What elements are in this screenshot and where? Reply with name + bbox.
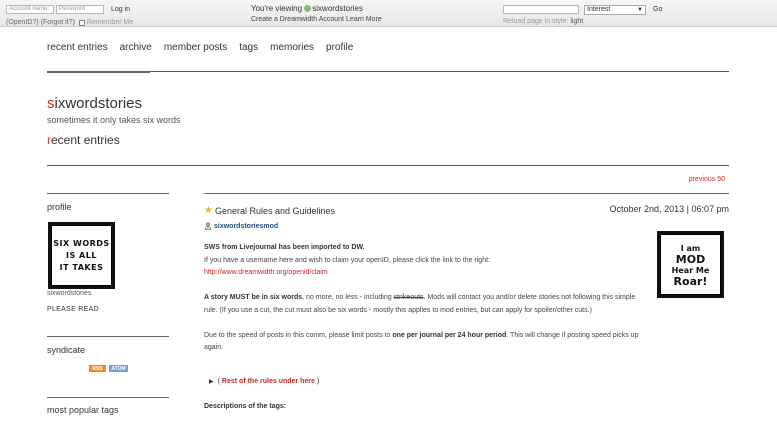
search-type-select[interactable] [584,5,646,15]
openid-link[interactable]: (OpenID?) [6,19,39,26]
star-icon: ★ [204,205,213,216]
rule-text: . Mods will contact you and/or delete stories not following this simple rule. (If you use a cut, the cut must also be six words - mostly this applies to mod entries, but can apply for spoiler/other cuts.) [204,294,636,314]
userpic-text-line: Roar! [673,274,708,288]
remember-me-checkbox[interactable] [79,20,85,26]
sidebar-divider [47,397,169,398]
viewing-user-link[interactable]: sixwordstories [312,4,363,13]
journal-nav [47,42,353,53]
go-button[interactable]: Go [653,6,663,13]
learn-more-link[interactable]: Learn More [345,16,382,23]
password-input[interactable]: Password [56,5,104,14]
cut-tag[interactable] [209,378,319,385]
profile-avatar[interactable] [48,222,115,289]
tag-descriptions-heading: Descriptions of the tags: [204,403,287,410]
community-icon [304,5,311,12]
avatar-text-line: IT TAKES [59,262,104,272]
claim-text: If you have a username here and wish to claim your openID, please click the link to the right: [204,256,490,264]
user-icon [204,222,212,230]
avatar-text-line: IS ALL [66,250,97,260]
site-subtitle: sometimes it only takes six words [47,115,181,125]
cut-paren: ( [217,378,220,385]
expand-triangle-icon[interactable]: ▶ [209,379,214,385]
strikeout-text: strikeouts [393,294,424,301]
previous-50-link[interactable]: previous 50 [688,176,725,183]
rss-feed-button[interactable]: RSS [89,365,106,372]
nav-active-underline [47,71,150,73]
entry-title[interactable] [204,205,335,216]
create-account-link[interactable]: Create a Dreamwidth Account [251,16,344,23]
entry-userpic [657,231,724,298]
nav-tags[interactable]: tags [239,42,259,53]
account-name-input[interactable]: Account name: [6,5,54,14]
atom-feed-button[interactable]: ATOM [109,365,128,372]
nav-archive[interactable]: archive [119,42,152,53]
userpic-text-line: I am [680,243,701,253]
entry-time[interactable]: 06:07 pm [691,204,729,214]
entry-title-text[interactable]: General Rules and Guidelines [214,205,336,216]
entry-poster[interactable] [204,222,278,230]
speed-text: . This will change if posting speed picks up again. [204,331,639,351]
nav-memories[interactable]: memories [270,42,315,53]
style-light-link[interactable]: light [570,18,584,25]
openid-claim-link[interactable]: http://www.dreamwidth.org/openid/claim [204,269,328,276]
profile-heading: profile [47,202,72,212]
sidebar-divider [47,336,169,337]
date-separator: | [686,204,689,214]
entry-date[interactable]: October 2nd, 2013 [609,204,685,214]
six-words-rule: A story MUST be in six words [204,294,303,301]
search-type-value: Interest [587,6,611,13]
viewing-prefix: You're viewing [251,4,303,13]
speed-text: Due to the speed of posts in this comm, please limit posts to [204,331,393,339]
remember-me-label: Remember Me [86,19,134,26]
nav-profile[interactable]: profile [326,42,354,53]
header-divider [47,165,729,166]
userpic-text-line: MOD [675,252,706,266]
cut-paren: ) [316,378,320,385]
avatar-text-line: SIX WORDS [53,238,110,248]
nav-recent-entries[interactable]: recent entries [47,42,108,53]
forgot-password-link[interactable]: (Forgot it?) [40,19,75,26]
rule-text: , no more, no less - including [302,294,394,301]
posting-limit: one per journal per 24 hour period [392,331,507,339]
search-form [503,4,662,25]
nav-member-posts[interactable]: member posts [163,42,228,53]
entry-body [204,242,644,367]
entry-datetime [610,204,729,214]
poster-username[interactable]: sixwordstoriesmod [214,222,279,230]
reload-style-label: Reload page in style: [503,18,569,25]
site-title[interactable]: sixwordstories [47,95,143,112]
userpic-text-line: Hear Me [671,265,710,275]
login-form [6,4,133,28]
page-title: recent entries [47,133,120,147]
import-notice: SWS from Livejournal has been imported to DW. [204,244,365,251]
chevron-down-icon: ▼ [637,6,643,13]
sidebar-divider [47,193,169,194]
syndicate-heading: syndicate [47,345,86,355]
profile-username[interactable]: sixwordstories [47,290,92,297]
viewing-info [251,4,382,23]
entry-divider [204,193,729,194]
please-read-link[interactable]: PLEASE READ [47,306,99,313]
search-input[interactable] [503,5,579,14]
top-account-bar [0,0,777,27]
login-button[interactable]: Log in [111,6,131,13]
cut-link[interactable]: Rest of the rules under here [221,378,315,385]
popular-tags-heading: most popular tags [47,405,119,415]
